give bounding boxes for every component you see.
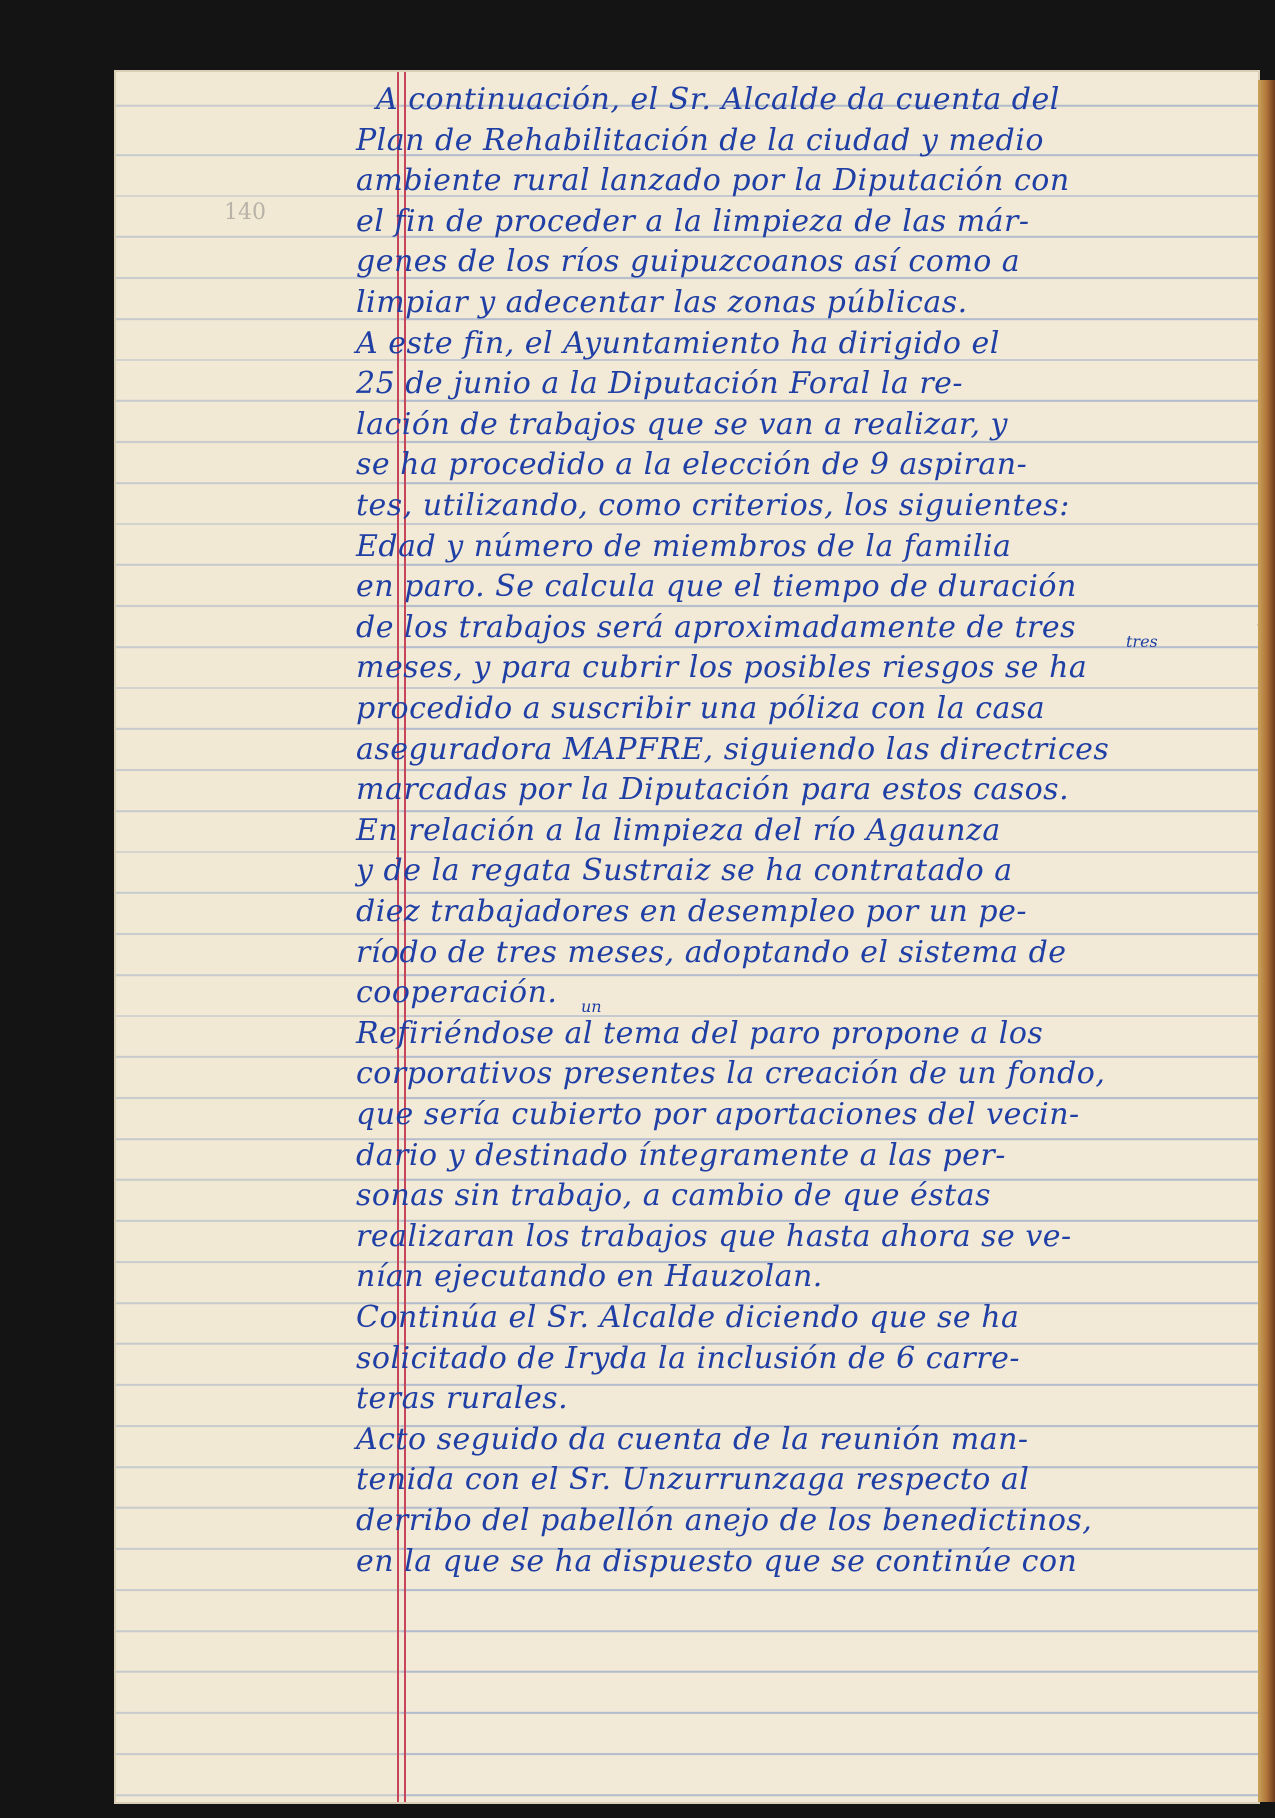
text-line: tenida con el Sr. Unzurrunzaga respecto al (356, 1462, 1030, 1498)
text-line: solicitado de Iryda la inclusión de 6 carre- (356, 1340, 1020, 1376)
text-line: que sería cubierto por aportaciones del vecin- (356, 1097, 1080, 1132)
text-line: sonas sin trabajo, a cambio de que éstas (356, 1178, 991, 1214)
correction-note: un (581, 997, 602, 1016)
text-line: Continúa el Sr. Alcalde diciendo que se ha (356, 1300, 1020, 1335)
text-line: genes de los ríos guipuzcoanos así como a (356, 244, 1021, 280)
text-line: A continuación, el Sr. Alcalde da cuenta del (376, 82, 1060, 117)
text-line: meses, y para cubrir los posibles riesgos se ha (356, 650, 1088, 686)
text-line: Plan de Rehabilitación de la ciudad y medio (356, 122, 1044, 158)
text-line: En relación a la limpieza del río Agaunza (356, 812, 1001, 848)
text-line: marcadas por la Diputación para estos casos. (356, 772, 1070, 808)
text-line: limpiar y adecentar las zonas públicas. (356, 285, 968, 320)
text-line: el fin de proceder a la limpieza de las már- (356, 203, 1030, 239)
text-line: tes, utilizando, como criterios, los siguientes: (356, 488, 1070, 523)
text-line: en la que se ha dispuesto que se continúe con (356, 1543, 1078, 1579)
text-line: derribo del pabellón anejo de los benedictinos, (356, 1503, 1093, 1538)
text-line: procedido a suscribir una póliza con la casa (356, 691, 1046, 726)
text-line: cooperación. (356, 975, 558, 1011)
text-line: ambiente rural lanzado por la Diputación con (356, 163, 1070, 199)
text-line: teras rurales. (356, 1381, 569, 1417)
book-edge (1258, 80, 1275, 1802)
text-line: A este fin, el Ayuntamiento ha dirigido el (356, 325, 1000, 361)
text-line: y de la regata Sustraiz se ha contratado a (356, 853, 1013, 889)
text-line: lación de trabajos que se van a realizar, y (356, 406, 1008, 442)
text-line: diez trabajadores en desempleo por un pe- (356, 894, 1027, 929)
text-line: realizaran los trabajos que hasta ahora se ve- (356, 1218, 1072, 1254)
text-line: ríodo de tres meses, adoptando el sistema de (356, 934, 1067, 970)
text-line: Refiriéndose al tema del paro propone a los (356, 1015, 1044, 1051)
text-line: Acto seguido da cuenta de la reunión man- (356, 1421, 1029, 1457)
text-line: se ha procedido a la elección de 9 aspiran- (356, 447, 1028, 483)
text-line: corporativos presentes la creación de un fondo, (356, 1056, 1106, 1092)
text-line: aseguradora MAPFRE, siguiendo las directrices (356, 731, 1110, 767)
text-line: dario y destinado íntegramente a las per- (356, 1137, 1006, 1173)
text-line: Edad y número de miembros de la familia (356, 528, 1012, 564)
text-line: en paro. Se calcula que el tiempo de duración (356, 569, 1077, 605)
handwritten-text-block (116, 72, 1258, 1802)
page-number: 140 (224, 200, 266, 225)
text-line: de los trabajos será aproximadamente de tres (356, 609, 1076, 645)
text-line: 25 de junio a la Diputación Foral la re- (356, 366, 964, 402)
text-line: nían ejecutando en Hauzolan. (356, 1259, 823, 1295)
correction-note: tres (1126, 632, 1158, 651)
notebook-page (116, 72, 1258, 1802)
